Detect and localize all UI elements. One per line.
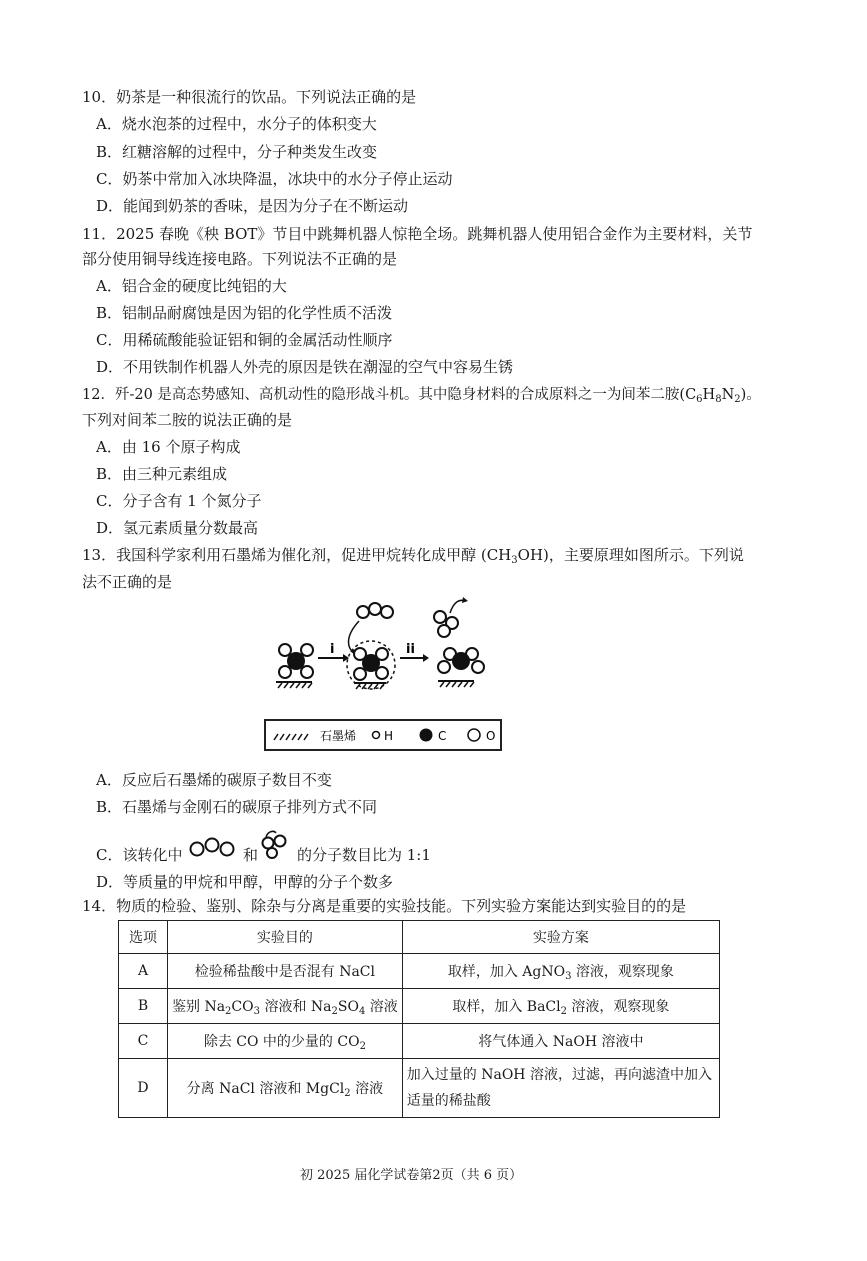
- q12-stem-line1: 12．歼-20 是高态势感知、高机动性的隐形战斗机。其中隐身材料的合成原料之一为间苯二胺$(C_6H_8N_2)$。: [82, 387, 761, 405]
- q12-option-a: A．由 16 个原子构成: [96, 438, 241, 456]
- q13-stem-line2: 法不正确的是: [82, 573, 173, 591]
- row-d-goal: 分离 NaCl 溶液和 MgCl$_2$ 溶液: [168, 1059, 403, 1118]
- diagram-legend: [264, 719, 502, 751]
- q13-option-b: B．石墨烯与金刚石的碳原子排列方式不同: [96, 798, 378, 816]
- carbon-legend-icon: [420, 729, 433, 742]
- q10-option-b: B．红糖溶解的过程中，分子种类发生改变: [96, 143, 378, 161]
- table-row: [119, 954, 720, 989]
- q12-option-c: C．分子含有 1 个氮分子: [96, 492, 262, 510]
- header-option: 选项: [119, 921, 168, 954]
- q12-stem-line2: 下列对间苯二胺的说法正确的是: [82, 411, 293, 429]
- graphene-legend-icon: [274, 734, 308, 740]
- legend-h-label: H: [384, 729, 394, 743]
- header-plan: 实验方案: [402, 921, 719, 954]
- table-row: [119, 1059, 720, 1118]
- row-a-plan: 取样，加入 AgNO$_3$ 溶液，观察现象: [402, 954, 719, 989]
- row-a-key: A: [119, 954, 168, 989]
- row-c-key: C: [119, 1024, 168, 1059]
- q11-stem-line1: 11．2025 春晚《秧 BOT》节目中跳舞机器人惊艳全场。跳舞机器人使用铝合金作为主要材料，关节: [82, 225, 753, 243]
- q10-option-c: C．奶茶中常加入冰块降温，冰块中的水分子停止运动: [96, 170, 453, 188]
- hydrogen-legend-icon: [373, 732, 380, 739]
- q10-stem: 10．奶茶是一种很流行的饮品。下列说法正确的是: [82, 88, 417, 106]
- oxygen-legend-icon: [468, 729, 480, 741]
- legend-o-label: O: [486, 729, 496, 743]
- q12-option-b: B．由三种元素组成: [96, 465, 228, 483]
- methanol-molecule-icon: [258, 829, 290, 859]
- intermediate-molecule: [354, 648, 388, 680]
- q11-option-c: C．用稀硫酸能验证铝和铜的金属活动性顺序: [96, 331, 393, 349]
- q11-option-b: B．铝制品耐腐蚀是因为铝的化学性质不活泼: [96, 304, 393, 322]
- q14-stem: 14．物质的检验、鉴别、除杂与分离是重要的实验技能。下列实验方案能达到实验目的的是: [82, 897, 687, 915]
- row-b-plan: 取样，加入 BaCl$_2$ 溶液，观察现象: [402, 989, 719, 1024]
- q13-option-c-pre: C．该转化中: [96, 846, 183, 864]
- row-d-plan: 加入过量的 NaOH 溶液，过滤，再向滤渣中加入适量的稀盐酸: [402, 1059, 719, 1118]
- table-row: [119, 1024, 720, 1059]
- q12-option-d: D．氢元素质量分数最高: [96, 519, 259, 537]
- table-header-row: [119, 921, 720, 954]
- q13-option-c-post: 的分子数目比为 1:1: [297, 846, 431, 864]
- q13-option-d: D．等质量的甲烷和甲醇，甲醇的分子个数多: [96, 873, 394, 891]
- step-ii-label: ii: [406, 642, 415, 657]
- methane-molecule: [279, 644, 313, 678]
- q10-option-a: A．烧水泡茶的过程中，水分子的体积变大: [96, 115, 377, 133]
- q11-option-d: D．不用铁制作机器人外壳的原因是铁在潮湿的空气中容易生锈: [96, 358, 514, 376]
- row-a-goal: 检验稀盐酸中是否混有 NaCl: [168, 954, 403, 989]
- row-c-goal: 除去 CO 中的少量的 $CO_2$: [168, 1024, 403, 1059]
- page-footer: 初 2025 届化学试卷第2页（共 6 页）: [300, 1168, 523, 1183]
- experiment-table: [118, 920, 720, 1118]
- header-goal: 实验目的: [168, 921, 403, 954]
- q11-option-a: A．铝合金的硬度比纯铝的大: [96, 277, 287, 295]
- step-i-label: i: [330, 642, 335, 657]
- q13-option-a: A．反应后石墨烯的碳原子数目不变: [96, 771, 332, 789]
- graphene-surface-1: [276, 682, 312, 688]
- oxygen-molecule-icon: [188, 834, 238, 860]
- q11-stem-line2: 部分使用铜导线连接电路。下列说法不正确的是: [82, 250, 398, 268]
- row-b-goal: 鉴别 $Na_2CO_3$ 溶液和 $Na_2SO_4$ 溶液: [168, 989, 403, 1024]
- row-c-plan: 将气体通入 NaOH 溶液中: [402, 1024, 719, 1059]
- legend-c-label: C: [438, 729, 447, 743]
- q13-stem-line1: 13．我国科学家利用石墨烯为催化剂，促进甲烷转化成甲醇 $(CH_3OH)$，主要原理如图所示。下列说: [82, 546, 744, 566]
- product-on-surface: [438, 648, 484, 673]
- q13-option-c-mid: 和: [243, 846, 259, 864]
- row-b-key: B: [119, 989, 168, 1024]
- graphene-surface-3: [438, 681, 474, 687]
- row-d-key: D: [119, 1059, 168, 1118]
- table-row: [119, 989, 720, 1024]
- methanol-molecule: [434, 611, 458, 637]
- oxygen-molecule: [357, 603, 393, 618]
- legend-graphene-label: 石墨烯: [320, 729, 357, 743]
- q10-option-d: D．能闻到奶茶的香味，是因为分子在不断运动: [96, 197, 409, 215]
